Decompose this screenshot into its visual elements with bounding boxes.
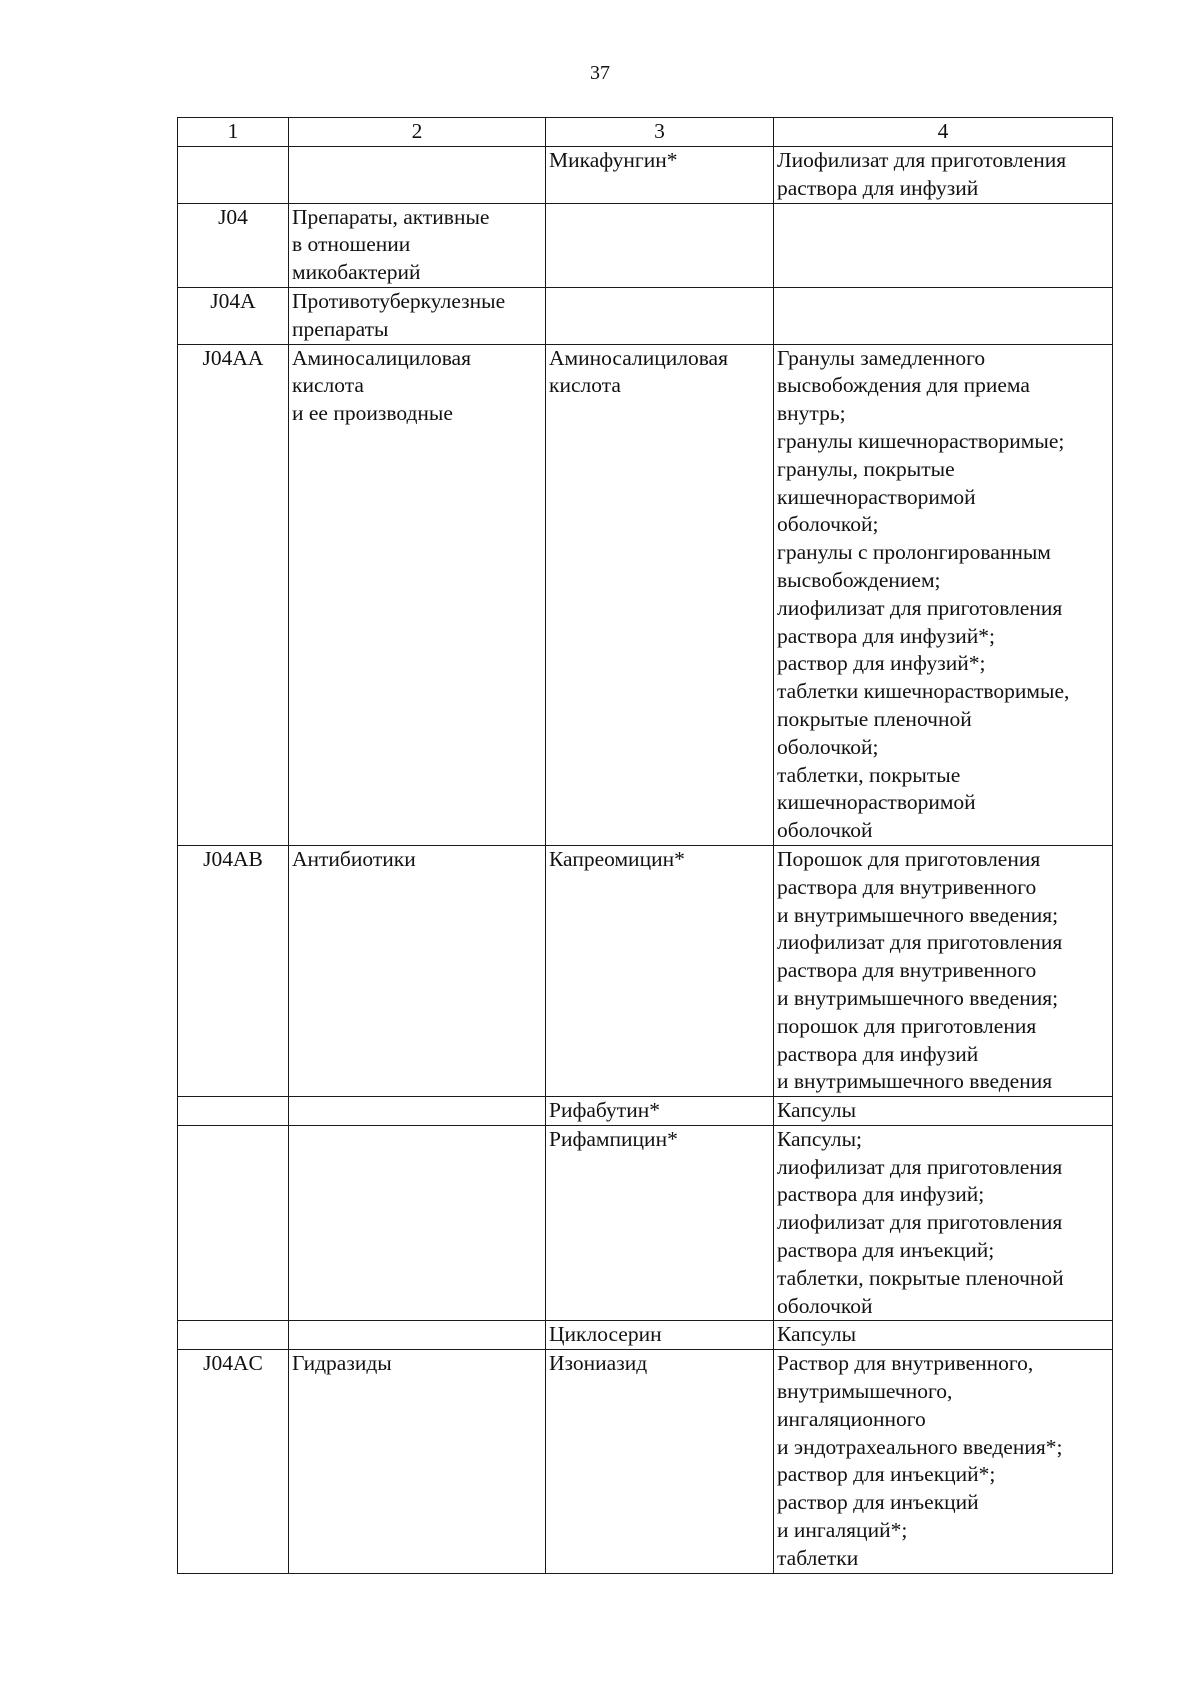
dosage-form-cell: Гранулы замедленного высвобождения для приема внутрь; гранулы кишечнорастворимые; гранулы, покрытые кишечнорастворимой оболочкой; гранулы с пролонгированным высвобождением; лиофилизат для приготовления раствора для инфузий*; раствор для инфузий*; таблетки кишечнорастворимые, покрытые пленочной оболочкой; таблетки, покрытые кишечнорастворимой оболочкой: [774, 344, 1113, 845]
atc-code-cell: [178, 147, 289, 204]
table-header-row: [178, 118, 1113, 147]
column-header-4: 4: [774, 118, 1113, 147]
table-row: [178, 1097, 1113, 1126]
drug-name-cell: [546, 287, 774, 344]
atc-code-cell: J04AC: [178, 1350, 289, 1573]
dosage-form-cell: Капсулы: [774, 1097, 1113, 1126]
table-row: [178, 1350, 1113, 1573]
table-row: [178, 1125, 1113, 1321]
table-row: [178, 287, 1113, 344]
dosage-form-cell: Порошок для приготовления раствора для внутривенного и внутримышечного введения; лиофилизат для приготовления раствора для внутривенного и внутримышечного введения; порошок для приготовления раствора для инфузий и внутримышечного введения: [774, 845, 1113, 1096]
dosage-form-cell: [774, 287, 1113, 344]
drug-name-cell: Циклосерин: [546, 1321, 774, 1350]
dosage-form-cell: Раствор для внутривенного, внутримышечного, ингаляционного и эндотрахеального введения*; раствор для инъекций*; раствор для инъекций и ингаляций*; таблетки: [774, 1350, 1113, 1573]
group-name-cell: [289, 1321, 546, 1350]
group-name-cell: Препараты, активные в отношении микобактерий: [289, 203, 546, 287]
atc-code-cell: [178, 1097, 289, 1126]
drug-name-cell: Микафунгин*: [546, 147, 774, 204]
column-header-2: 2: [289, 118, 546, 147]
table-row: [178, 344, 1113, 845]
dosage-form-cell: Капсулы: [774, 1321, 1113, 1350]
drug-name-cell: Капреомицин*: [546, 845, 774, 1096]
dosage-form-cell: Капсулы; лиофилизат для приготовления раствора для инфузий; лиофилизат для приготовления раствора для инъекций; таблетки, покрытые пленочной оболочкой: [774, 1125, 1113, 1321]
drug-name-cell: [546, 203, 774, 287]
drug-name-cell: Изониазид: [546, 1350, 774, 1573]
group-name-cell: Аминосалициловая кислота и ее производные: [289, 344, 546, 845]
group-name-cell: [289, 1097, 546, 1126]
atc-code-cell: J04AB: [178, 845, 289, 1096]
group-name-cell: Противотуберкулезные препараты: [289, 287, 546, 344]
group-name-cell: [289, 147, 546, 204]
atc-code-cell: [178, 1321, 289, 1350]
drug-name-cell: Аминосалициловая кислота: [546, 344, 774, 845]
table-row: [178, 845, 1113, 1096]
atc-code-cell: J04: [178, 203, 289, 287]
column-header-1: 1: [178, 118, 289, 147]
group-name-cell: [289, 1125, 546, 1321]
table-row: [178, 1321, 1113, 1350]
group-name-cell: Гидразиды: [289, 1350, 546, 1573]
atc-code-cell: [178, 1125, 289, 1321]
drug-table: [177, 117, 1113, 1574]
drug-name-cell: Рифампицин*: [546, 1125, 774, 1321]
drug-name-cell: Рифабутин*: [546, 1097, 774, 1126]
atc-code-cell: J04AA: [178, 344, 289, 845]
dosage-form-cell: [774, 203, 1113, 287]
page-number: 37: [590, 62, 610, 84]
table-row: [178, 147, 1113, 204]
atc-code-cell: J04A: [178, 287, 289, 344]
table-row: [178, 203, 1113, 287]
dosage-form-cell: Лиофилизат для приготовления раствора для инфузий: [774, 147, 1113, 204]
column-header-3: 3: [546, 118, 774, 147]
group-name-cell: Антибиотики: [289, 845, 546, 1096]
